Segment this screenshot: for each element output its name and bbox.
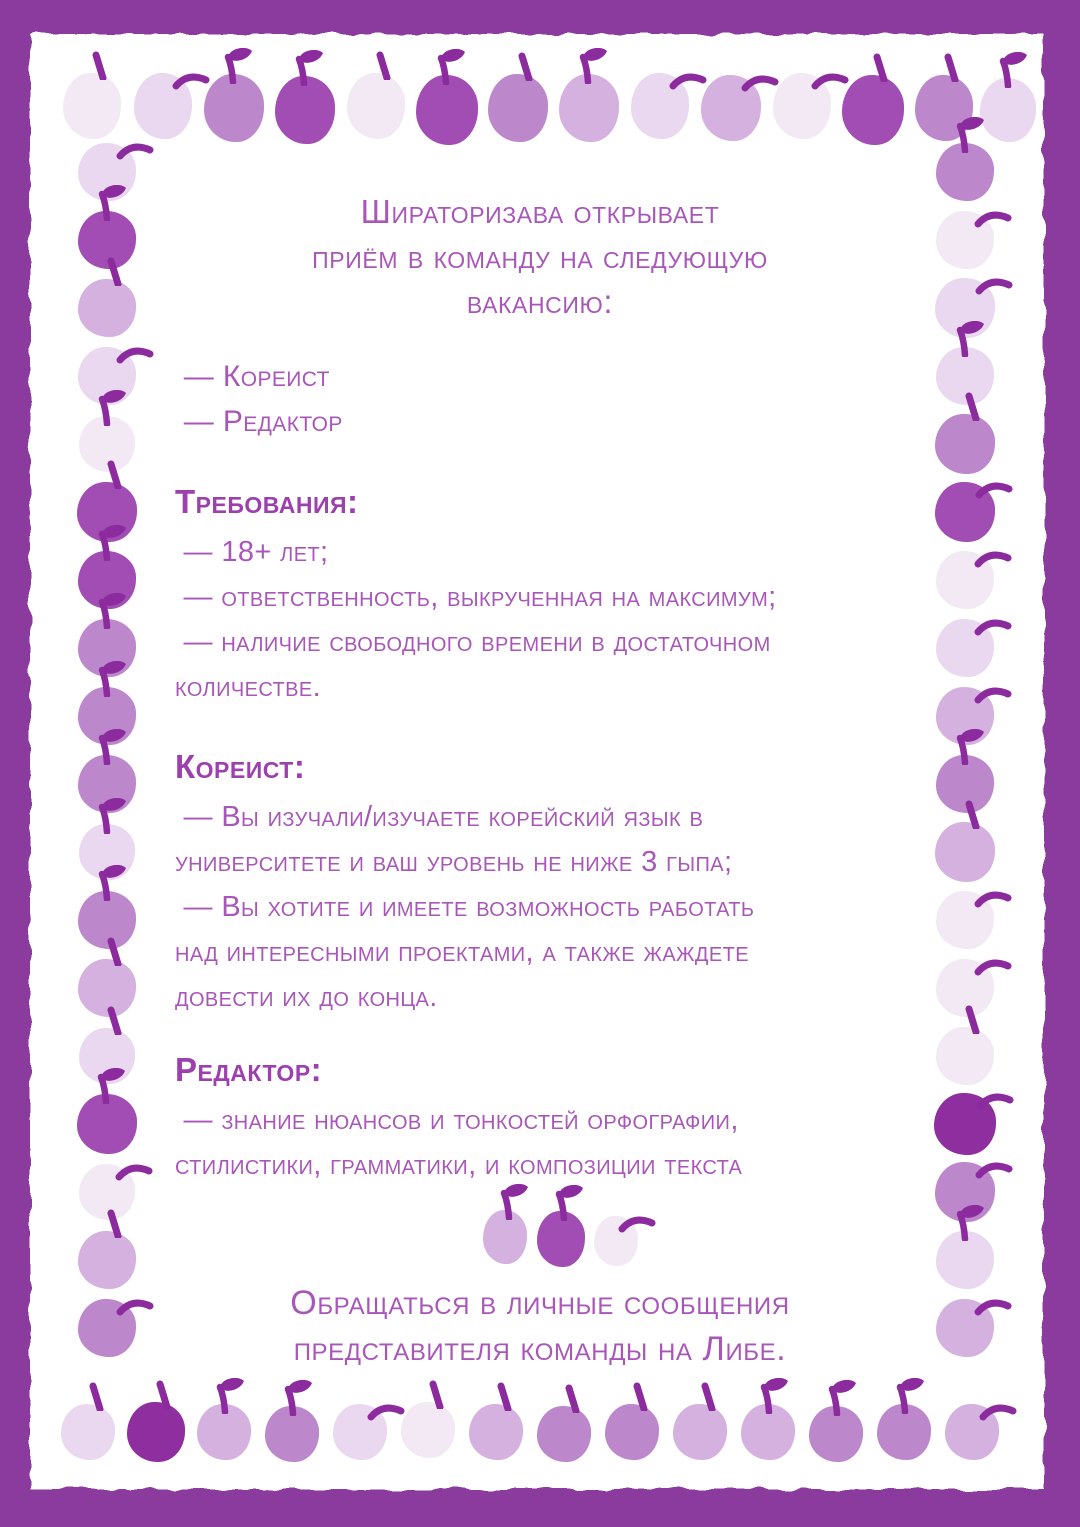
- requirement-line: — ответственность, выкрученная на максимум;: [175, 581, 777, 613]
- requirement-line: над интересными проектами, а также жаждете: [175, 936, 749, 968]
- section-heading: Требования:: [175, 483, 359, 520]
- poster-title-line: Шираторизава открывает: [360, 193, 720, 230]
- requirement-line: стилистики, грамматики, и композиции текста: [175, 1149, 743, 1181]
- requirement-line: — 18+ лет;: [175, 536, 329, 568]
- requirement-line: довести их до конца.: [175, 981, 438, 1013]
- requirement-line: количестве.: [175, 671, 322, 703]
- footer-note: [0, 1280, 1080, 1372]
- footer-line: Обращаться в личные сообщения: [290, 1284, 790, 1322]
- footer-line: представителя команды на Либе.: [293, 1330, 787, 1368]
- section-heading: Кореист:: [175, 748, 306, 785]
- vacancy-item: — Редактор: [175, 405, 343, 438]
- section-requirements: [175, 479, 777, 710]
- poster-title-line: вакансию:: [466, 283, 614, 320]
- requirement-line: университете и ваш уровень не ниже 3 гыпа;: [175, 846, 733, 878]
- requirement-line: — Вы изучали/изучаете корейский язык в: [175, 801, 704, 833]
- section-editor: [175, 1047, 742, 1188]
- vacancy-item: — Кореист: [175, 360, 330, 393]
- section-heading: Редактор:: [175, 1051, 323, 1088]
- requirement-line: — Вы хотите и имеете возможность работать: [175, 891, 755, 923]
- poster-title-line: приём в команду на следующую: [312, 238, 768, 275]
- requirement-line: — наличие свободного времени в достаточном: [175, 626, 771, 658]
- section-koreist: [175, 744, 754, 1020]
- poster-title: [0, 189, 1080, 324]
- requirement-line: — знание нюансов и тонкостей орфографии,: [175, 1104, 739, 1136]
- vacancy-list: [175, 354, 343, 444]
